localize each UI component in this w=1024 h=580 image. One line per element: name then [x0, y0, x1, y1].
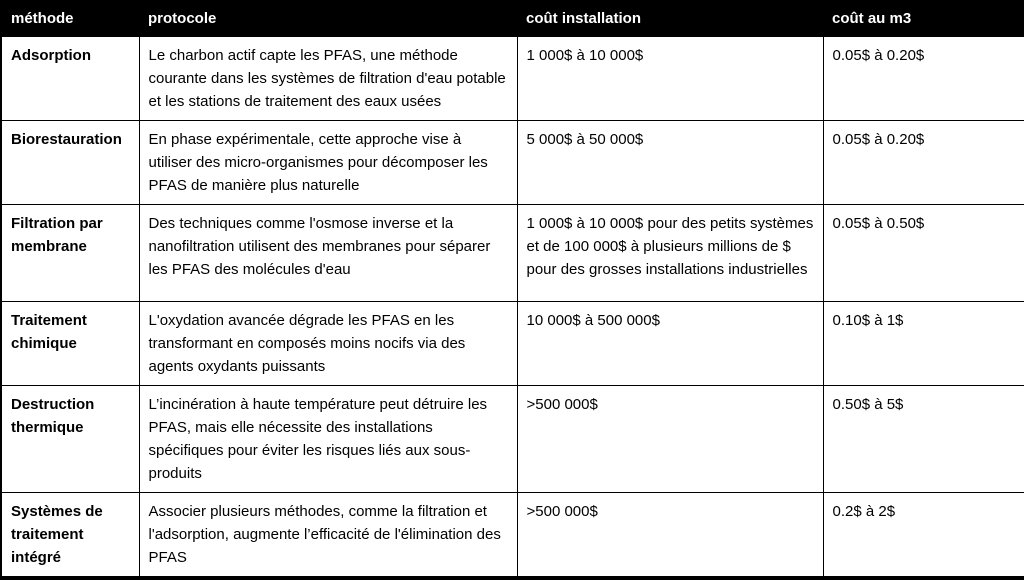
- table-row: [1, 386, 1024, 493]
- cell-cout-installation: 1 000$ à 10 000$: [517, 37, 823, 121]
- cell-cout-m3: 0.2$ à 2$: [823, 493, 1024, 579]
- cell-cout-installation: >500 000$: [517, 493, 823, 579]
- cell-cout-m3: 0.50$ à 5$: [823, 386, 1024, 493]
- cell-protocole: Le charbon actif capte les PFAS, une méthode courante dans les systèmes de filtration d'eau potable et les stations de traitement des eaux usées: [139, 37, 517, 121]
- cell-protocole: Des techniques comme l'osmose inverse et la nanofiltration utilisent des membranes pour séparer les PFAS des molécules d'eau: [139, 205, 517, 302]
- cell-protocole: L'oxydation avancée dégrade les PFAS en les transformant en composés moins nocifs via des agents oxydants puissants: [139, 302, 517, 386]
- table-row: [1, 493, 1024, 579]
- cell-cout-m3: 0.05$ à 0.20$: [823, 37, 1024, 121]
- cell-cout-installation: >500 000$: [517, 386, 823, 493]
- table-body: [1, 37, 1024, 579]
- cell-cout-installation: 5 000$ à 50 000$: [517, 121, 823, 205]
- cell-protocole: Associer plusieurs méthodes, comme la filtration et l'adsorption, augmente l’efficacité de l'élimination des PFAS: [139, 493, 517, 579]
- table-row: [1, 302, 1024, 386]
- cell-methode: Destruction thermique: [1, 386, 139, 493]
- cell-methode: Systèmes de traitement intégré: [1, 493, 139, 579]
- cell-methode: Biorestauration: [1, 121, 139, 205]
- cell-methode: Traitement chimique: [1, 302, 139, 386]
- cell-cout-m3: 0.05$ à 0.20$: [823, 121, 1024, 205]
- column-header-methode: méthode: [1, 0, 139, 37]
- column-header-cout-installation: coût installation: [517, 0, 823, 37]
- cell-methode: Filtration par membrane: [1, 205, 139, 302]
- cell-methode: Adsorption: [1, 37, 139, 121]
- cell-cout-installation: 1 000$ à 10 000$ pour des petits systèmes et de 100 000$ à plusieurs millions de $ pour des grosses installations industrielles: [517, 205, 823, 302]
- header-row: [1, 0, 1024, 37]
- cell-cout-installation: 10 000$ à 500 000$: [517, 302, 823, 386]
- column-header-cout-m3: coût au m3: [823, 0, 1024, 37]
- column-header-protocole: protocole: [139, 0, 517, 37]
- cell-cout-m3: 0.10$ à 1$: [823, 302, 1024, 386]
- cell-protocole: L’incinération à haute température peut détruire les PFAS, mais elle nécessite des installations spécifiques pour éviter les risques liés aux sous-produits: [139, 386, 517, 493]
- cell-cout-m3: 0.05$ à 0.50$: [823, 205, 1024, 302]
- table-row: [1, 205, 1024, 302]
- table-header: [1, 0, 1024, 37]
- table-row: [1, 121, 1024, 205]
- table-row: [1, 37, 1024, 121]
- cell-protocole: En phase expérimentale, cette approche vise à utiliser des micro-organismes pour décomposer les PFAS de manière plus naturelle: [139, 121, 517, 205]
